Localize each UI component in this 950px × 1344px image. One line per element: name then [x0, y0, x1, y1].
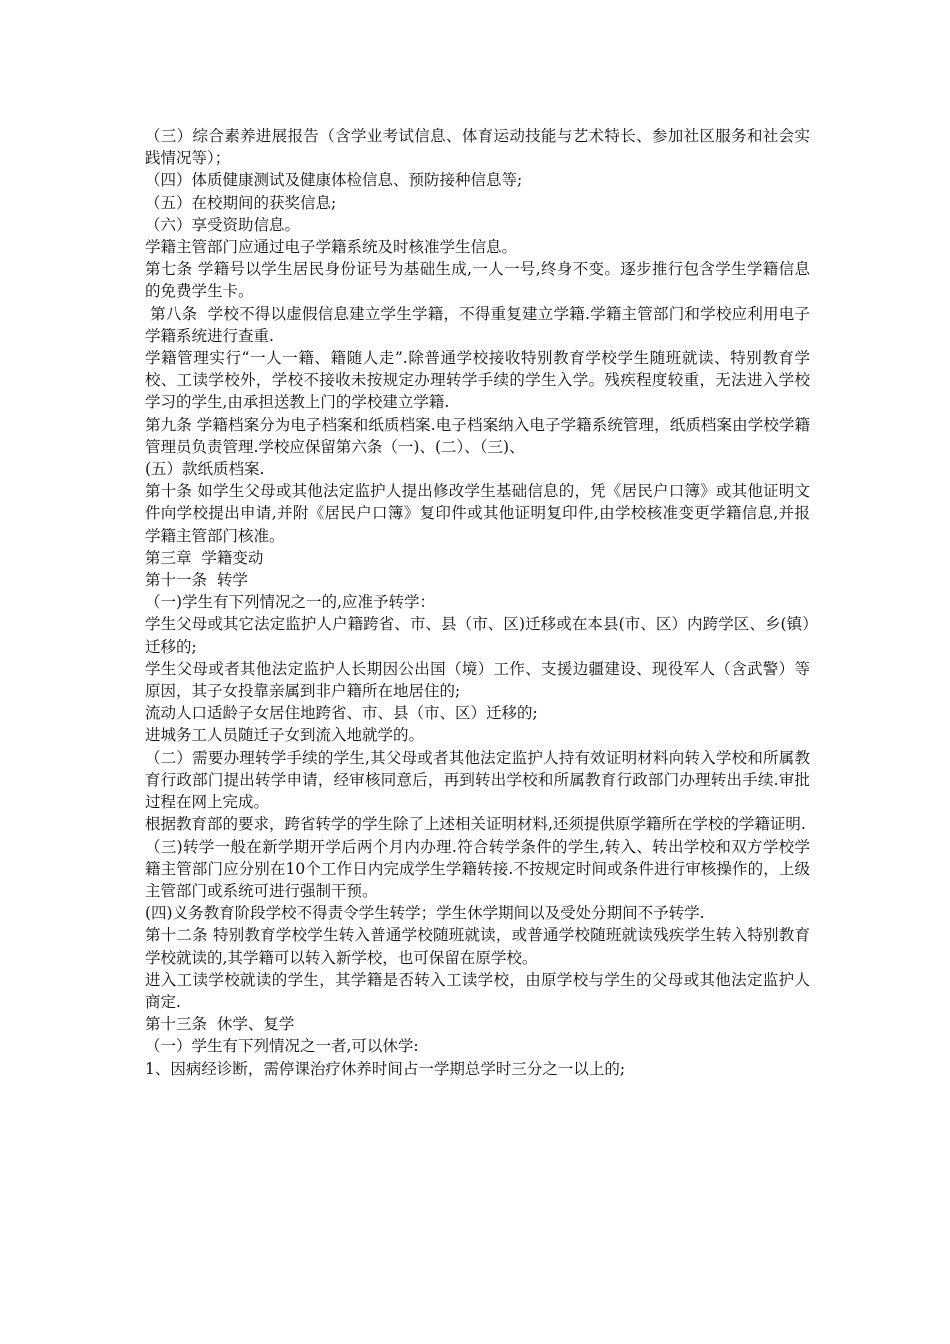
paragraph: （二）需要办理转学手续的学生,其父母或者其他法定监护人持有效证明材料向转入学校和所属教育行政部门提出转学申请，经审核同意后，再到转出学校和所属教育行政部门办理转出手续.审批过程在网上完成。	[145, 748, 810, 812]
article-13: 第十三条 休学、复学	[145, 1015, 295, 1034]
article-8: 第八条 学校不得以虚假信息建立学生学籍，不得重复建立学籍.学籍主管部门和学校应利用电子学籍系统进行查重.	[145, 304, 810, 345]
paragraph: 学生父母或其它法定监护人户籍跨省、市、县（市、区)迁移或在本县(市、区）内跨学区、乡(镇）迁移的;	[145, 615, 810, 656]
article-9: 第九条 学籍档案分为电子档案和纸质档案.电子档案纳入电子学籍系统管理，纸质档案由学校学籍管理员负责管理.学校应保留第六条（一)、(二）、（三)、	[145, 415, 810, 456]
paragraph: （一)学生有下列情况之一的,应准予转学：	[145, 593, 435, 612]
article-12: 第十二条 特别教育学校学生转入普通学校随班就读，或普通学校随班就读残疾学生转入特别教育学校就读的,其学籍可以转入新学校，也可保留在原学校。	[145, 926, 810, 967]
paragraph: 学籍主管部门应通过电子学籍系统及时核准学生信息。	[145, 238, 518, 257]
paragraph: 进入工读学校就读的学生，其学籍是否转入工读学校，由原学校与学生的父母或其他法定监护人商定.	[145, 970, 810, 1011]
paragraph: 学生父母或者其他法定监护人长期因公出国（境）工作、支援边疆建设、现役军人（含武警）等原因，其子女投靠亲属到非户籍所在地居住的;	[145, 659, 810, 701]
paragraph: 1、因病经诊断，需停课治疗休养时间占一学期总学时三分之一以上的;	[145, 1059, 626, 1078]
article-7: 第七条 学籍号以学生居民身份证号为基础生成,一人一号,终身不变。逐步推行包含学生学籍信息的免费学生卡。	[145, 260, 810, 301]
paragraph: （五）在校期间的获奖信息;	[145, 193, 337, 212]
paragraph: 进城务工人员随迁子女到流入地就学的。	[145, 726, 425, 745]
paragraph: （一）学生有下列情况之一者,可以休学:	[145, 1037, 419, 1056]
article-11: 第十一条 转学	[145, 571, 248, 590]
paragraph: 学籍管理实行“一人一籍、籍随人走”.除普通学校接收特别教育学校学生随班就读、特别教育学校、工读学校外，学校不接收未按规定办理转学手续的学生入学。残疾程度较重，无法进入学校学习的学生,由承担送教上门的学校建立学籍.	[145, 349, 810, 412]
paragraph: (五）款纸质档案.	[145, 460, 265, 479]
paragraph: 流动人口适龄子女居住地跨省、市、县（市、区）迁移的;	[145, 704, 538, 723]
paragraph: （四）体质健康测试及健康体检信息、预防接种信息等;	[145, 171, 523, 190]
article-10: 第十条 如学生父母或其他法定监护人提出修改学生基础信息的，凭《居民户口簿》或其他证明文件向学校提出申请,并附《居民户口簿》复印件或其他证明复印件,由学校核准变更学籍信息,并报学籍主管部门核准。	[145, 482, 810, 545]
document-body	[145, 125, 810, 1080]
chapter-heading: 第三章 学籍变动	[145, 548, 264, 567]
paragraph: 根据教育部的要求，跨省转学的学生除了上述相关证明材料,还须提供原学籍所在学校的学籍证明.	[145, 815, 806, 834]
paragraph: （三）综合素养进展报告（含学业考试信息、体育运动技能与艺术特长、参加社区服务和社会实践情况等）；	[145, 127, 810, 168]
paragraph: （六）享受资助信息。	[145, 215, 301, 234]
paragraph: （三)转学一般在新学期开学后两个月内办理.符合转学条件的学生,转入、转出学校和双方学校学籍主管部门应分别在10个工作日内完成学生学籍转接.不按规定时间或条件进行审核操作的，上级主管部门或系统可进行强制干预。	[145, 837, 810, 900]
paragraph: (四)义务教育阶段学校不得责令学生转学；学生休学期间以及受处分期间不予转学.	[145, 904, 705, 923]
